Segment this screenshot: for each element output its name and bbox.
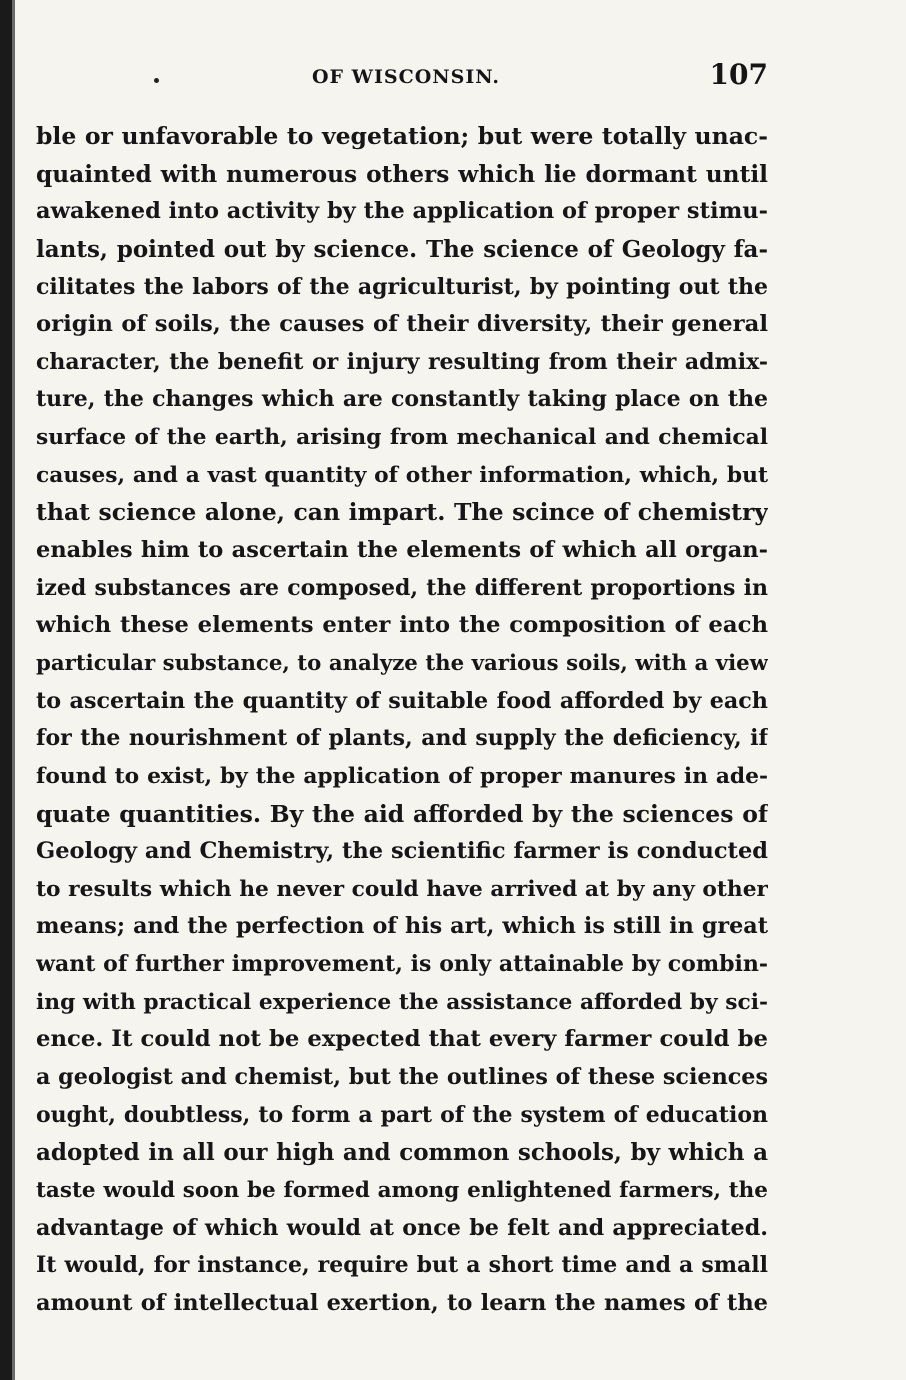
text-line: to ascertain the quantity of suitable food afforded by each: [36, 687, 768, 714]
text-line: enables him to ascertain the elements of which all organ-: [36, 537, 768, 564]
text-line: ized substances are composed, the different proportions in: [36, 574, 768, 601]
text-line: ble or unfavorable to vegetation; but were totally unac-: [36, 122, 768, 150]
text-line: taste would soon be formed among enlightened farmers, the: [36, 1177, 768, 1203]
text-line: ence. It could not be expected that every farmer could be: [36, 1026, 768, 1053]
text-line: quainted with numerous others which lie dormant until: [36, 160, 768, 188]
text-line: surface of the earth, arising from mechanical and chemical: [36, 425, 768, 451]
running-head: OF WISCONSIN.: [312, 66, 501, 88]
text-line: particular substance, to analyze the various soils, with a view: [36, 650, 768, 676]
text-line: character, the benefit or injury resulting from their admix-: [36, 348, 768, 375]
text-line: ought, doubtless, to form a part of the system of education: [36, 1101, 768, 1128]
header-dot-mark: [154, 78, 159, 83]
text-line: causes, and a vast quantity of other information, which, but: [36, 462, 768, 488]
text-line: adopted in all our high and common schools, by which a: [36, 1139, 768, 1167]
text-line: ture, the changes which are constantly taking place on the: [36, 386, 768, 413]
text-line: amount of intellectual exertion, to learn the names of the: [36, 1289, 768, 1316]
body-text: [36, 118, 768, 1323]
page-number: 107: [709, 58, 768, 91]
text-line: want of further improvement, is only attainable by combin-: [36, 951, 768, 978]
text-line: that science alone, can impart. The scince of chemistry: [36, 498, 768, 527]
text-line: which these elements enter into the composition of each: [36, 612, 768, 639]
text-line: found to exist, by the application of proper manures in ade-: [36, 763, 768, 789]
text-line: ing with practical experience the assistance afforded by sci-: [36, 989, 768, 1015]
page-header: [36, 58, 768, 98]
text-line: origin of soils, the causes of their diversity, their general: [36, 311, 768, 338]
text-line: cilitates the labors of the agriculturist, by pointing out the: [36, 273, 768, 300]
page-gutter-edge: [12, 0, 15, 1380]
text-line: It would, for instance, require but a short time and a small: [36, 1252, 768, 1279]
text-line: a geologist and chemist, but the outlines of these sciences: [36, 1064, 768, 1091]
text-line: lants, pointed out by science. The science of Geology fa-: [36, 235, 768, 263]
text-line: means; and the perfection of his art, which is still in great: [36, 913, 768, 940]
text-line: to results which he never could have arrived at by any other: [36, 876, 768, 902]
text-line: for the nourishment of plants, and supply the deficiency, if: [36, 725, 768, 752]
text-line: Geology and Chemistry, the scientific farmer is conducted: [36, 838, 768, 865]
page-gutter-shadow: [0, 0, 12, 1380]
text-line: quate quantities. By the aid afforded by the sciences of: [36, 799, 768, 828]
text-line: advantage of which would at once be felt and appreciated.: [36, 1214, 768, 1241]
text-line: awakened into activity by the application of proper stimu-: [36, 198, 768, 225]
